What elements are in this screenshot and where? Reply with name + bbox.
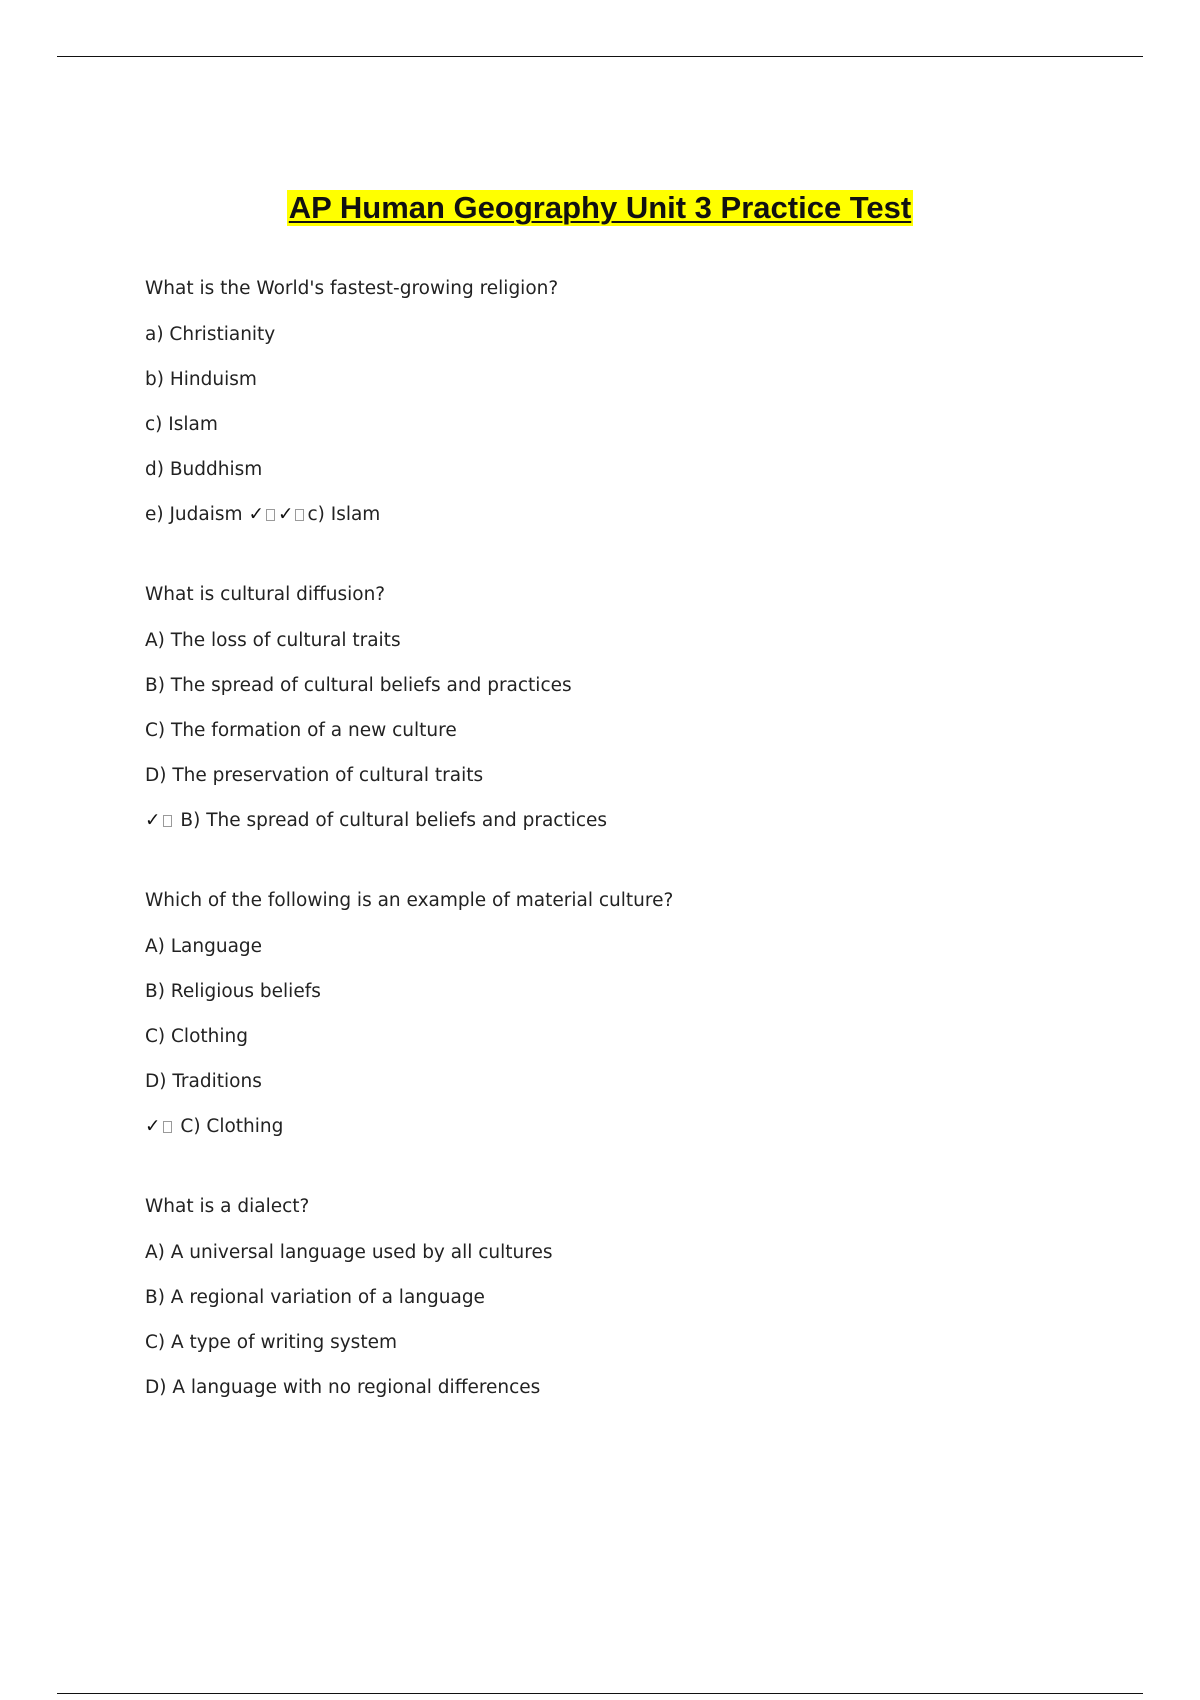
question-block-1 — [145, 276, 1105, 528]
question-text: What is a dialect? — [145, 1196, 310, 1217]
answer-option: B) A regional variation of a language — [145, 1287, 485, 1308]
correct-answer: C) Clothing — [180, 1116, 284, 1137]
answer-option: C) The formation of a new culture — [145, 720, 457, 741]
answer-option: A) Language — [145, 936, 263, 957]
question-text: What is the World's fastest-growing religion? — [145, 278, 559, 299]
checkmark-icon: ✓ — [145, 1116, 161, 1137]
document-title: AP Human Geography Unit 3 Practice Test — [288, 190, 912, 225]
missing-glyph-box-icon — [163, 1121, 172, 1133]
answer-key-line — [145, 808, 1105, 834]
answer-option: d) Buddhism — [145, 459, 263, 480]
title-container — [0, 190, 1200, 226]
checkmark-icon: ✓ — [248, 504, 264, 525]
checkmark-icon: ✓ — [145, 810, 161, 831]
answer-option: a) Christianity — [145, 324, 276, 345]
question-text: What is cultural diffusion? — [145, 584, 386, 605]
question-block-2 — [145, 582, 1105, 834]
correct-answer: B) The spread of cultural beliefs and practices — [180, 810, 608, 831]
question-text: Which of the following is an example of material culture? — [145, 890, 674, 911]
question-block-4 — [145, 1194, 1105, 1401]
answer-option: D) A language with no regional differences — [145, 1377, 541, 1398]
answer-option: A) A universal language used by all cultures — [145, 1242, 553, 1263]
missing-glyph-box-icon — [163, 815, 172, 827]
answer-option-with-key — [145, 502, 1105, 528]
missing-glyph-box-icon — [266, 509, 275, 521]
question-list — [145, 276, 1105, 1455]
answer-option: c) Islam — [145, 414, 218, 435]
answer-option: A) The loss of cultural traits — [145, 630, 401, 651]
question-block-3 — [145, 888, 1105, 1140]
answer-option: e) Judaism — [145, 504, 243, 525]
answer-option: D) The preservation of cultural traits — [145, 765, 484, 786]
answer-option: D) Traditions — [145, 1071, 262, 1092]
correct-answer: c) Islam — [307, 504, 381, 525]
answer-option: b) Hinduism — [145, 369, 257, 390]
missing-glyph-box-icon — [295, 509, 304, 521]
answer-option: C) Clothing — [145, 1026, 248, 1047]
checkmark-icon: ✓ — [277, 504, 294, 525]
answer-option: B) Religious beliefs — [145, 981, 321, 1002]
answer-key-line — [145, 1114, 1105, 1140]
answer-option: B) The spread of cultural beliefs and practices — [145, 675, 572, 696]
answer-option: C) A type of writing system — [145, 1332, 397, 1353]
header-rule — [57, 56, 1143, 57]
footer-rule — [57, 1693, 1143, 1694]
